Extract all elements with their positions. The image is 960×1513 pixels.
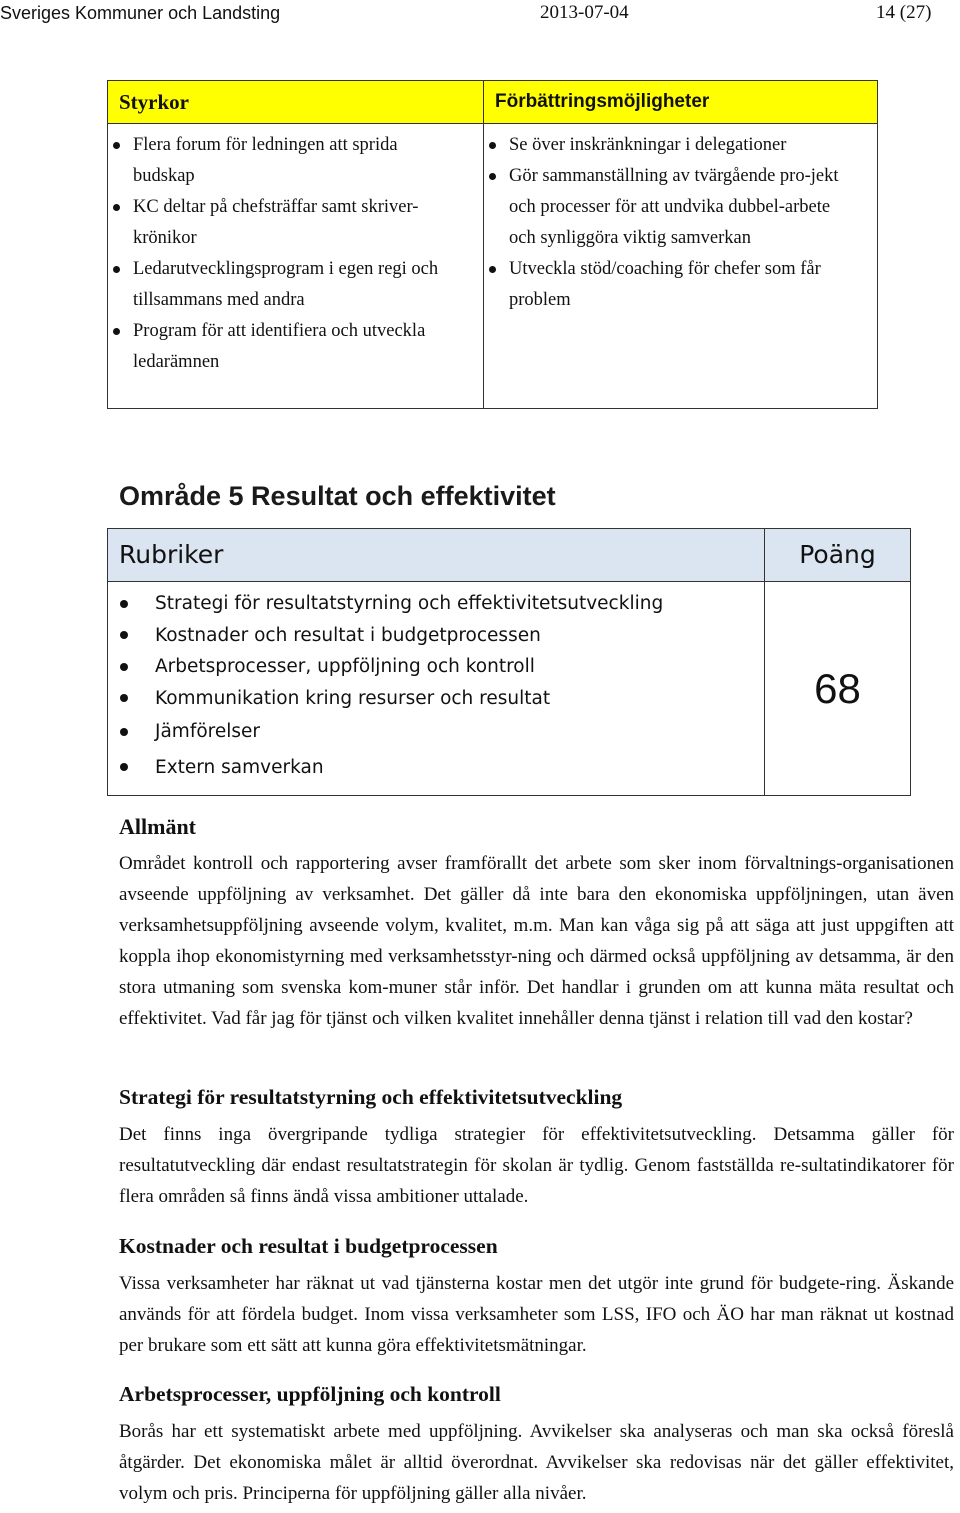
- section-kostnader: [119, 1234, 954, 1361]
- list-item: Gör sammanställning av tvärgående pro-jekt och processer för att undvika dubbel-arbete och synliggöra viktig samverkan: [484, 161, 839, 254]
- list-item: Se över inskränkningar i delegationer: [484, 130, 839, 161]
- section-allmant: [119, 814, 954, 1034]
- section-heading: Kostnader och resultat i budgetprocessen: [119, 1234, 498, 1258]
- improvements-list: [484, 124, 877, 316]
- list-item: Jämförelser: [108, 714, 764, 750]
- poang-header: Poäng: [765, 529, 911, 582]
- rubriker-table: [107, 528, 911, 796]
- strengths-list: [108, 124, 483, 378]
- rubriker-header: Rubriker: [108, 529, 765, 582]
- header-page-number: 14 (27): [876, 2, 932, 23]
- improvements-cell: [484, 124, 878, 409]
- list-item: Kommunikation kring resurser och resultat: [108, 683, 764, 715]
- section-heading: Strategi för resultatstyrning och effektivitetsutveckling: [119, 1085, 623, 1109]
- header-org: Sveriges Kommuner och Landsting: [0, 3, 281, 23]
- list-item: Program för att identifiera och utveckla ledarämnen: [108, 316, 453, 378]
- swot-table: [107, 80, 878, 409]
- list-item: Flera forum för ledningen att sprida budskap: [108, 130, 453, 192]
- list-item: Arbetsprocesser, uppföljning och kontroll: [108, 651, 764, 683]
- list-item: Extern samverkan: [108, 750, 764, 786]
- section-text: Vissa verksamheter har räknat ut vad tjänsterna kostar men det utgör inte grund för budgete-ring. Äskande används för att fördela budget. Inom vissa verksamheter som LSS, IFO och ÄO har man räknat ut kostnad per brukare som ett sätt att kunna göra effektivitetsmätningar.: [119, 1273, 954, 1356]
- section-text: Borås har ett systematiskt arbete med uppföljning. Avvikelser ska analyseras och man ska också föreslå åtgärder. Det ekonomiska målet är alltid överordnat. Avvikelser ska redovisas när det gäller effektivitet, volym och pris. Principerna för uppföljning gäller alla nivåer.: [119, 1421, 954, 1504]
- rubriker-cell: [108, 582, 765, 796]
- list-item: Utveckla stöd/coaching för chefer som får problem: [484, 254, 839, 316]
- section-text: Området kontroll och rapportering avser framförallt det arbete som sker inom förvaltnings-organisationen avseende uppföljning av verksamhet. Det gäller då inte bara den ekonomiska uppföljningen, utan även verksamhetsuppföljning avseende volym, kvalitet, m.m. Man kan våga sig på att säga att just uppgiften att koppla ihop ekonomistyrning med verksamhetsstyr-ning och därmed också uppföljning av detsamma, är den stora utmaning som svenska kom-muner står inför. Det handlar i grunden om att kunna mäta resultat och effektivitet. Vad får jag för tjänst och vilken kvalitet innehåller denna tjänst i relation till vad den kostar?: [119, 853, 954, 1029]
- section-arbetsprocesser: [119, 1382, 954, 1509]
- area-title: Område 5 Resultat och effektivitet: [119, 481, 556, 511]
- section-heading: Arbetsprocesser, uppföljning och kontroll: [119, 1382, 501, 1406]
- score-value: 68: [765, 582, 911, 796]
- list-item: Kostnader och resultat i budgetprocessen: [108, 620, 764, 652]
- page-header: [0, 0, 960, 28]
- strengths-cell: [108, 124, 484, 409]
- list-item: Ledarutvecklingsprogram i egen regi och tillsammans med andra: [108, 254, 453, 316]
- section-strategi: [119, 1085, 954, 1212]
- rubriker-list: [108, 582, 764, 795]
- header-date: 2013-07-04: [540, 2, 629, 23]
- section-heading: Allmänt: [119, 814, 196, 839]
- list-item: Strategi för resultatstyrning och effektivitetsutveckling: [108, 588, 764, 620]
- section-text: Det finns inga övergripande tydliga strategier för effektivitetsutveckling. Detsamma gäller för resultatutveckling där endast resultatstrategin för skolan är tydlig. Genom fastställda re-sultatindikatorer för flera områden så finns ändå vissa ambitioner uttalade.: [119, 1124, 954, 1207]
- list-item: KC deltar på chefsträffar samt skriver-krönikor: [108, 192, 453, 254]
- improvements-header: Förbättringsmöjligheter: [484, 81, 878, 124]
- strengths-header: Styrkor: [108, 81, 484, 124]
